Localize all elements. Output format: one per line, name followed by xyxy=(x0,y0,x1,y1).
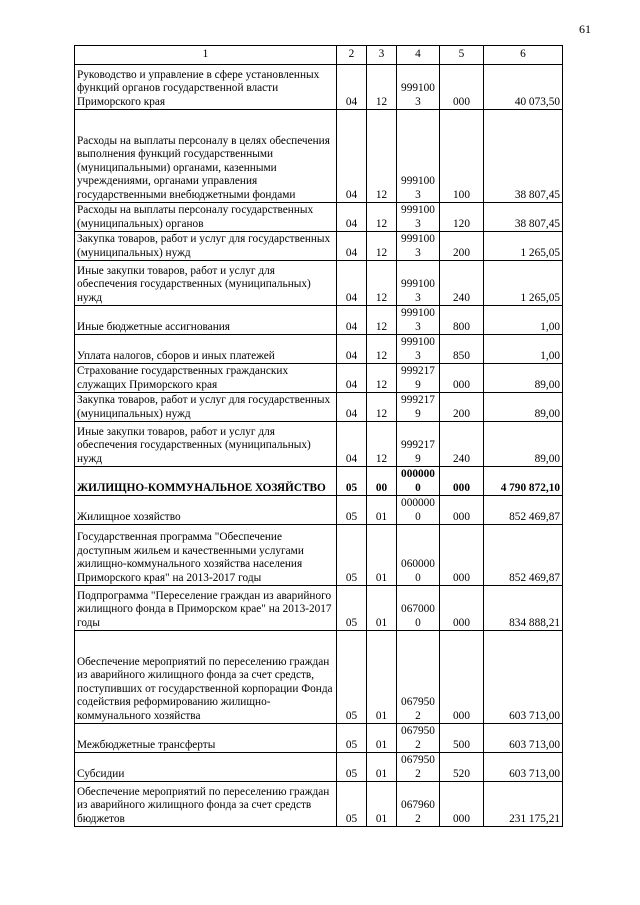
row-section: 04 xyxy=(337,261,367,306)
row-expense-type: 000 xyxy=(440,586,484,631)
table-row xyxy=(75,261,563,306)
row-expense-type: 000 xyxy=(440,496,484,525)
row-amount: 89,00 xyxy=(484,393,563,422)
table-row xyxy=(75,65,563,110)
row-target-code: 9991003 xyxy=(397,335,440,364)
table-row xyxy=(75,525,563,586)
row-expense-type: 200 xyxy=(440,232,484,261)
row-amount: 834 888,21 xyxy=(484,586,563,631)
row-expense-type: 000 xyxy=(440,467,484,496)
row-amount: 852 469,87 xyxy=(484,496,563,525)
row-name: Жилищное хозяйство xyxy=(75,496,337,525)
row-subsection: 12 xyxy=(367,335,397,364)
row-subsection: 12 xyxy=(367,232,397,261)
row-expense-type: 240 xyxy=(440,261,484,306)
row-subsection: 01 xyxy=(367,496,397,525)
table-row xyxy=(75,467,563,496)
row-subsection: 01 xyxy=(367,631,397,724)
row-section: 04 xyxy=(337,335,367,364)
row-section: 05 xyxy=(337,496,367,525)
table-row xyxy=(75,306,563,335)
row-subsection: 01 xyxy=(367,724,397,753)
table-row xyxy=(75,110,563,203)
table-row xyxy=(75,203,563,232)
page-number: 61 xyxy=(579,22,591,36)
row-name: Подпрограмма "Переселение граждан из аварийного жилищного фонда в Приморском крае" на 2013-2017 годы xyxy=(75,586,337,631)
row-section: 04 xyxy=(337,65,367,110)
row-amount: 231 175,21 xyxy=(484,782,563,827)
row-expense-type: 500 xyxy=(440,724,484,753)
row-target-code: 9992179 xyxy=(397,422,440,467)
row-target-code: 0670000 xyxy=(397,586,440,631)
table-row xyxy=(75,232,563,261)
column-header: 4 xyxy=(397,46,440,65)
row-subsection: 01 xyxy=(367,782,397,827)
table-row xyxy=(75,364,563,393)
row-amount: 1 265,05 xyxy=(484,261,563,306)
row-target-code: 0679502 xyxy=(397,631,440,724)
row-expense-type: 850 xyxy=(440,335,484,364)
row-expense-type: 000 xyxy=(440,782,484,827)
row-expense-type: 000 xyxy=(440,631,484,724)
table-header-row xyxy=(75,46,563,65)
column-header: 5 xyxy=(440,46,484,65)
row-target-code: 0000000 xyxy=(397,496,440,525)
row-name: Расходы на выплаты персоналу государственных (муниципальных) органов xyxy=(75,203,337,232)
row-section: 05 xyxy=(337,467,367,496)
row-amount: 1,00 xyxy=(484,335,563,364)
row-section: 04 xyxy=(337,110,367,203)
row-subsection: 12 xyxy=(367,306,397,335)
row-section: 05 xyxy=(337,586,367,631)
row-section: 05 xyxy=(337,724,367,753)
row-subsection: 12 xyxy=(367,422,397,467)
row-name: Иные бюджетные ассигнования xyxy=(75,306,337,335)
table-row xyxy=(75,393,563,422)
row-name: Субсидии xyxy=(75,753,337,782)
table-row xyxy=(75,496,563,525)
row-name: Руководство и управление в сфере установленных функций органов государственной власти Приморского края xyxy=(75,65,337,110)
row-section: 05 xyxy=(337,753,367,782)
row-name: Межбюджетные трансферты xyxy=(75,724,337,753)
row-name: Страхование государственных гражданских служащих Приморского края xyxy=(75,364,337,393)
row-name: Уплата налогов, сборов и иных платежей xyxy=(75,335,337,364)
row-expense-type: 200 xyxy=(440,393,484,422)
row-amount: 38 807,45 xyxy=(484,110,563,203)
row-target-code: 0600000 xyxy=(397,525,440,586)
row-subsection: 12 xyxy=(367,110,397,203)
row-name: Иные закупки товаров, работ и услуг для обеспечения государственных (муниципальных) нужд xyxy=(75,422,337,467)
column-header: 2 xyxy=(337,46,367,65)
row-subsection: 01 xyxy=(367,525,397,586)
row-name: Государственная программа "Обеспечение доступным жильем и качественными услугами жилищно-коммунального хозяйства населения Приморского края" на 2013-2017 годы xyxy=(75,525,337,586)
table-row xyxy=(75,782,563,827)
row-expense-type: 000 xyxy=(440,65,484,110)
table-row xyxy=(75,753,563,782)
row-section: 04 xyxy=(337,232,367,261)
row-expense-type: 520 xyxy=(440,753,484,782)
table-row xyxy=(75,586,563,631)
row-target-code: 0679502 xyxy=(397,753,440,782)
table-row xyxy=(75,724,563,753)
table-row xyxy=(75,335,563,364)
row-target-code: 0000000 xyxy=(397,467,440,496)
row-expense-type: 240 xyxy=(440,422,484,467)
row-section: 05 xyxy=(337,525,367,586)
row-subsection: 00 xyxy=(367,467,397,496)
table-row xyxy=(75,631,563,724)
row-section: 04 xyxy=(337,203,367,232)
row-target-code: 9991003 xyxy=(397,110,440,203)
row-target-code: 9991003 xyxy=(397,203,440,232)
row-subsection: 01 xyxy=(367,753,397,782)
budget-table xyxy=(74,45,563,827)
row-section: 05 xyxy=(337,782,367,827)
row-target-code: 9991003 xyxy=(397,232,440,261)
row-section: 04 xyxy=(337,422,367,467)
row-amount: 40 073,50 xyxy=(484,65,563,110)
row-expense-type: 000 xyxy=(440,364,484,393)
row-target-code: 0679502 xyxy=(397,724,440,753)
row-expense-type: 800 xyxy=(440,306,484,335)
row-amount: 603 713,00 xyxy=(484,631,563,724)
row-target-code: 9991003 xyxy=(397,65,440,110)
row-expense-type: 120 xyxy=(440,203,484,232)
row-section: 05 xyxy=(337,631,367,724)
row-amount: 1,00 xyxy=(484,306,563,335)
row-amount: 89,00 xyxy=(484,422,563,467)
row-target-code: 9992179 xyxy=(397,393,440,422)
row-target-code: 9992179 xyxy=(397,364,440,393)
column-header: 6 xyxy=(484,46,563,65)
row-section: 04 xyxy=(337,364,367,393)
row-subsection: 12 xyxy=(367,65,397,110)
row-name: Обеспечение мероприятий по переселению граждан из аварийного жилищного фонда за счет средств бюджетов xyxy=(75,782,337,827)
row-amount: 603 713,00 xyxy=(484,753,563,782)
row-target-code: 0679602 xyxy=(397,782,440,827)
row-subsection: 12 xyxy=(367,261,397,306)
row-amount: 89,00 xyxy=(484,364,563,393)
row-target-code: 9991003 xyxy=(397,306,440,335)
row-amount: 603 713,00 xyxy=(484,724,563,753)
row-target-code: 9991003 xyxy=(397,261,440,306)
table-row xyxy=(75,422,563,467)
row-subsection: 12 xyxy=(367,364,397,393)
column-header: 1 xyxy=(75,46,337,65)
row-expense-type: 100 xyxy=(440,110,484,203)
row-name: Закупка товаров, работ и услуг для государственных (муниципальных) нужд xyxy=(75,232,337,261)
row-expense-type: 000 xyxy=(440,525,484,586)
row-subsection: 01 xyxy=(367,586,397,631)
row-amount: 852 469,87 xyxy=(484,525,563,586)
row-subsection: 12 xyxy=(367,393,397,422)
row-name: Обеспечение мероприятий по переселению граждан из аварийного жилищного фонда за счет средств, поступивших от государственной корпорации Фонда содействия реформированию жилищно-коммунального хозяйства xyxy=(75,631,337,724)
row-name: Иные закупки товаров, работ и услуг для обеспечения государственных (муниципальных) нужд xyxy=(75,261,337,306)
column-header: 3 xyxy=(367,46,397,65)
row-amount: 1 265,05 xyxy=(484,232,563,261)
row-section: 04 xyxy=(337,306,367,335)
row-name: ЖИЛИЩНО-КОММУНАЛЬНОЕ ХОЗЯЙСТВО xyxy=(75,467,337,496)
row-name: Расходы на выплаты персоналу в целях обеспечения выполнения функций государственными (муниципальными) органами, казенными учреждениями, органами управления государственными внебюджетными фондами xyxy=(75,110,337,203)
row-amount: 38 807,45 xyxy=(484,203,563,232)
row-subsection: 12 xyxy=(367,203,397,232)
row-amount: 4 790 872,10 xyxy=(484,467,563,496)
row-section: 04 xyxy=(337,393,367,422)
row-name: Закупка товаров, работ и услуг для государственных (муниципальных) нужд xyxy=(75,393,337,422)
